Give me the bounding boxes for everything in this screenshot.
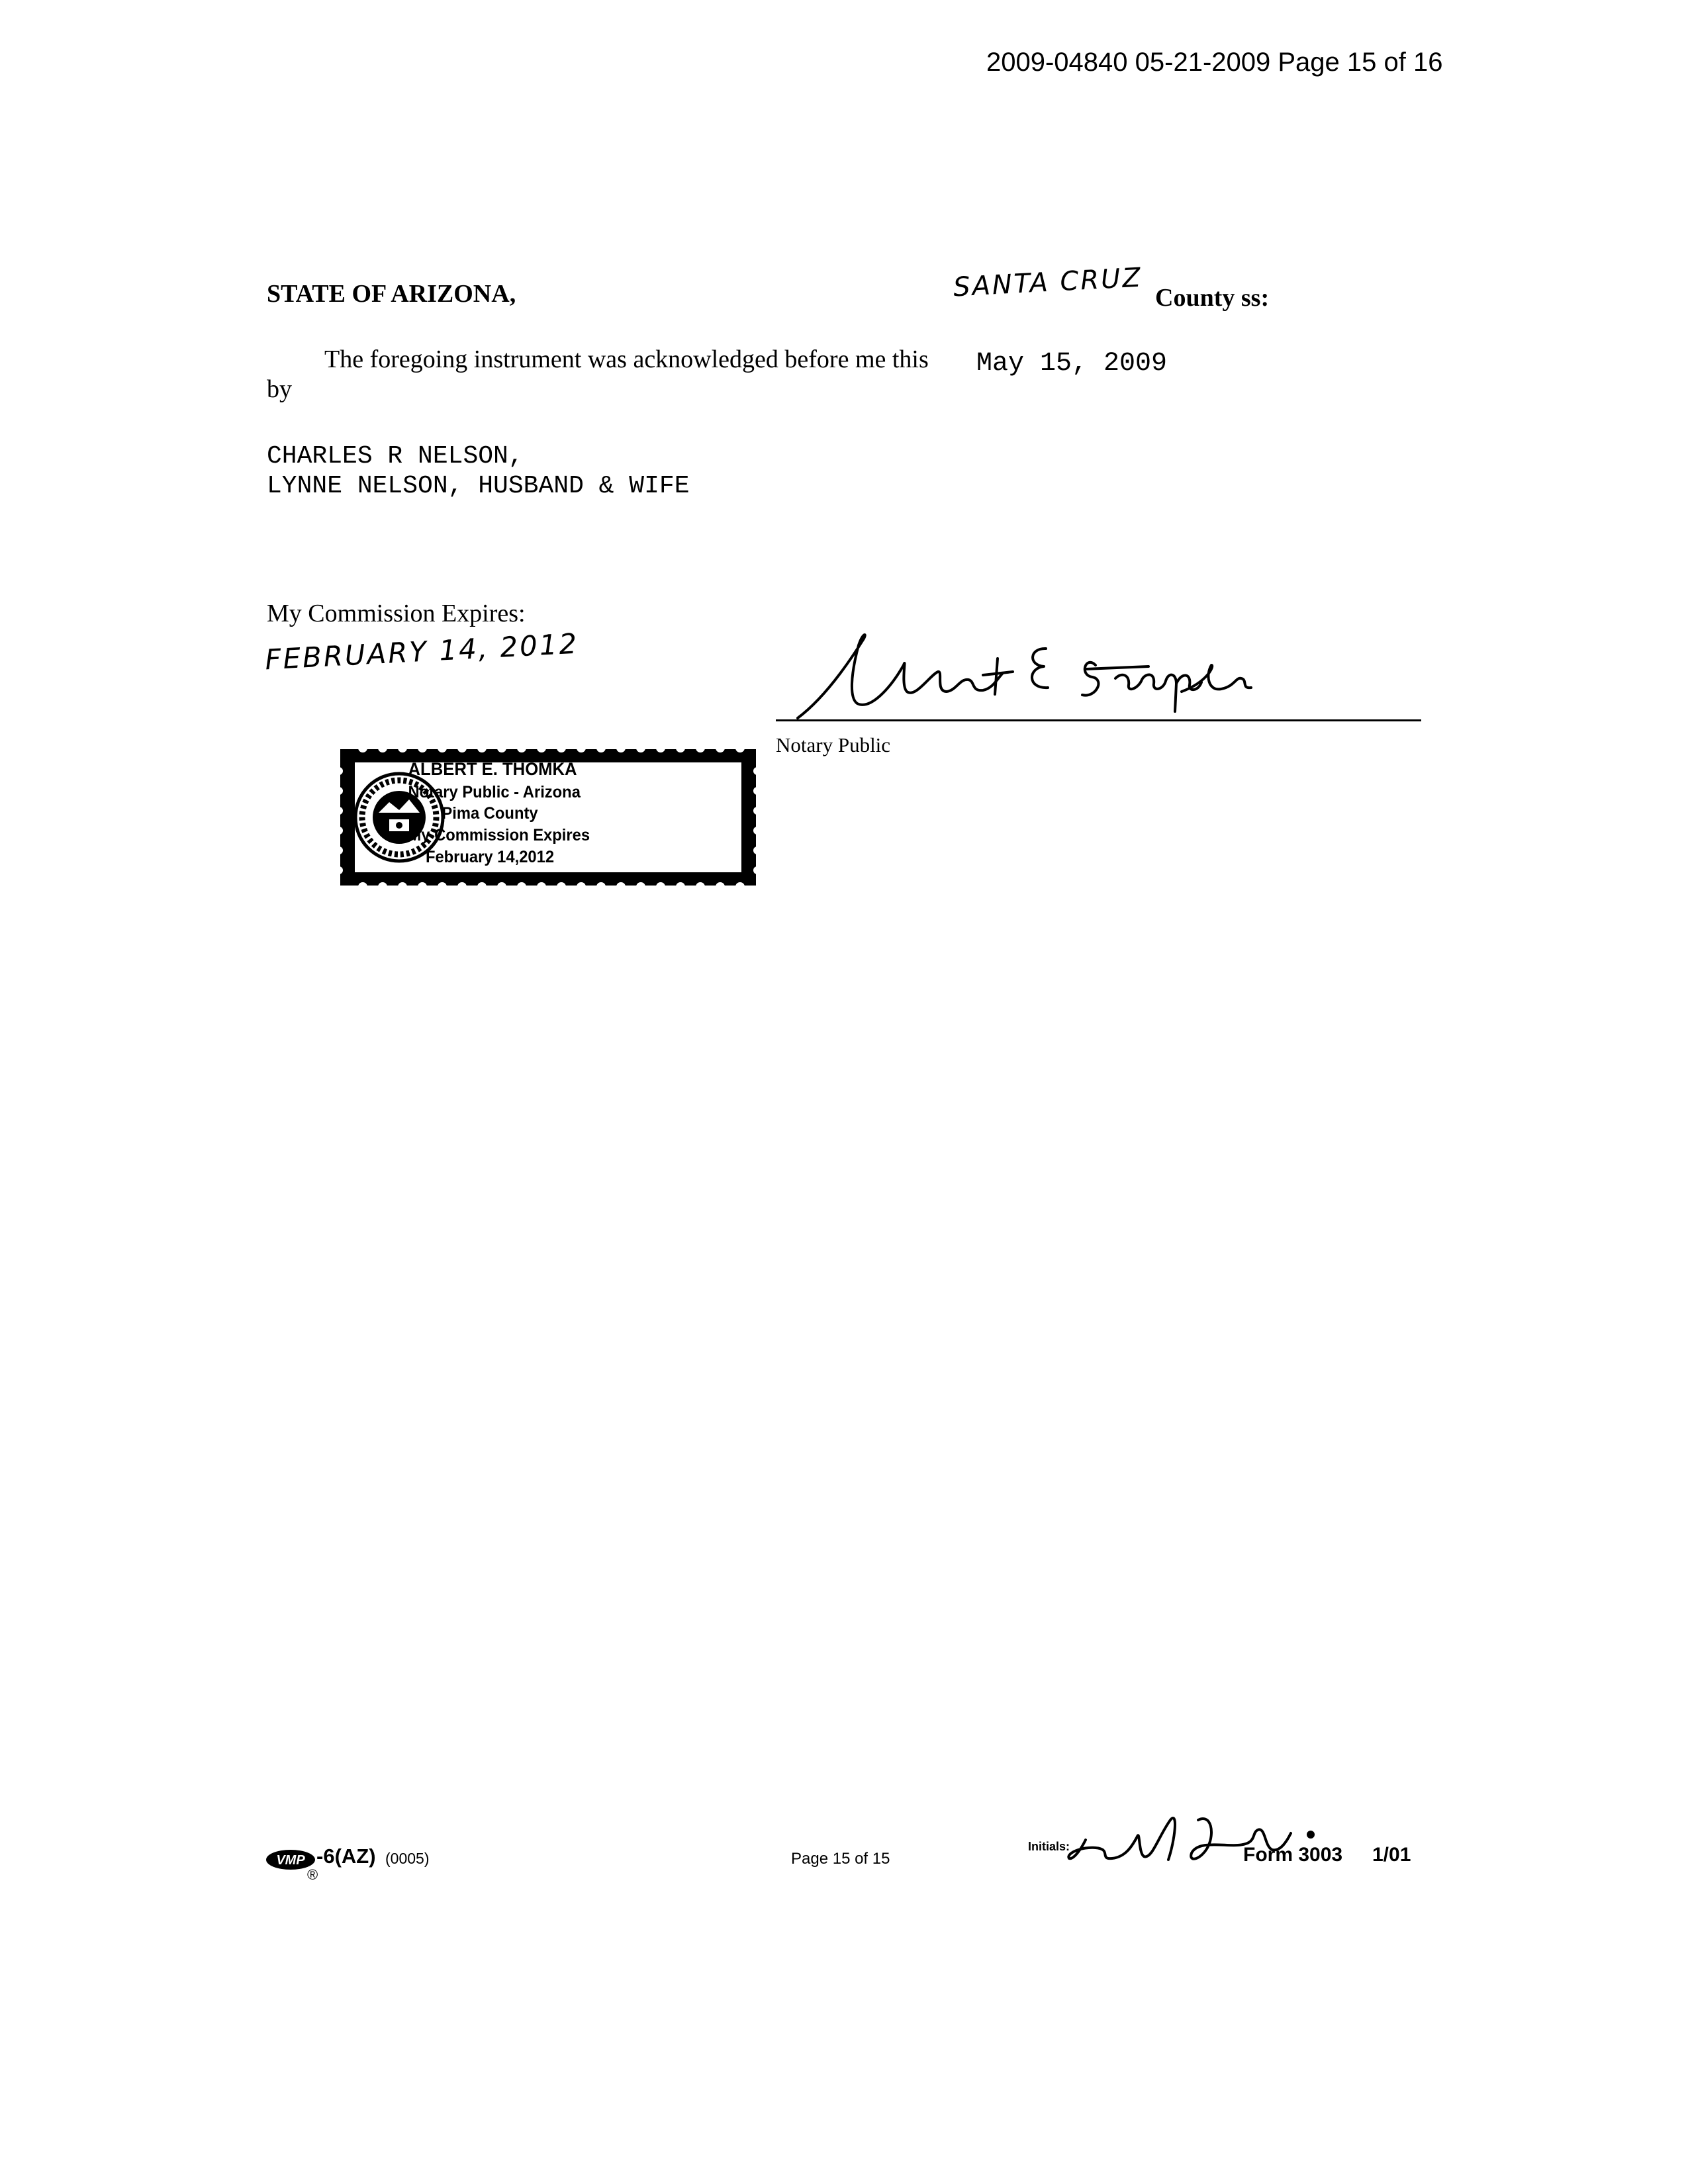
county-handwritten: SANTA CRUZ: [952, 262, 1143, 303]
form-code: -6(AZ): [316, 1844, 376, 1868]
logo-text: VMP: [276, 1853, 305, 1868]
registered-mark: ®: [307, 1866, 318, 1883]
by-label: by: [267, 375, 292, 403]
stamp-title: Notary Public - Arizona: [408, 783, 581, 801]
recording-header: 2009-04840 05-21-2009 Page 15 of 16: [986, 48, 1443, 77]
initials-label: Initials:: [1028, 1840, 1070, 1853]
form-date: 1/01: [1372, 1844, 1411, 1866]
notary-public-label: Notary Public: [776, 733, 891, 756]
stamp-county: Pima County: [442, 804, 538, 823]
signer-name: LYNNE NELSON, HUSBAND & WIFE: [267, 472, 690, 500]
county-label: County ss:: [1155, 284, 1270, 312]
form-revision: (0005): [385, 1850, 430, 1867]
notary-signature: [784, 625, 1288, 725]
commission-expiration-handwritten: FEBRUARY 14, 2012: [264, 627, 580, 676]
stamp-expires-label: My Commission Expires: [408, 826, 590, 844]
stamp-expires-date: February 14,2012: [425, 848, 555, 866]
signer-name: CHARLES R NELSON,: [267, 442, 524, 471]
state-heading: STATE OF ARIZONA,: [267, 280, 516, 308]
stamp-notary-name: ALBERT E. THOMKA: [408, 759, 577, 779]
commission-label: My Commission Expires:: [267, 600, 526, 627]
acknowledgment-text: The foregoing instrument was acknowledged before me this: [324, 345, 929, 373]
form-number: Form 3003: [1243, 1844, 1343, 1866]
footer-page-number: Page 15 of 15: [791, 1850, 890, 1868]
acknowledgment-date: May 15, 2009: [976, 349, 1168, 379]
signature-line: [776, 719, 1421, 721]
